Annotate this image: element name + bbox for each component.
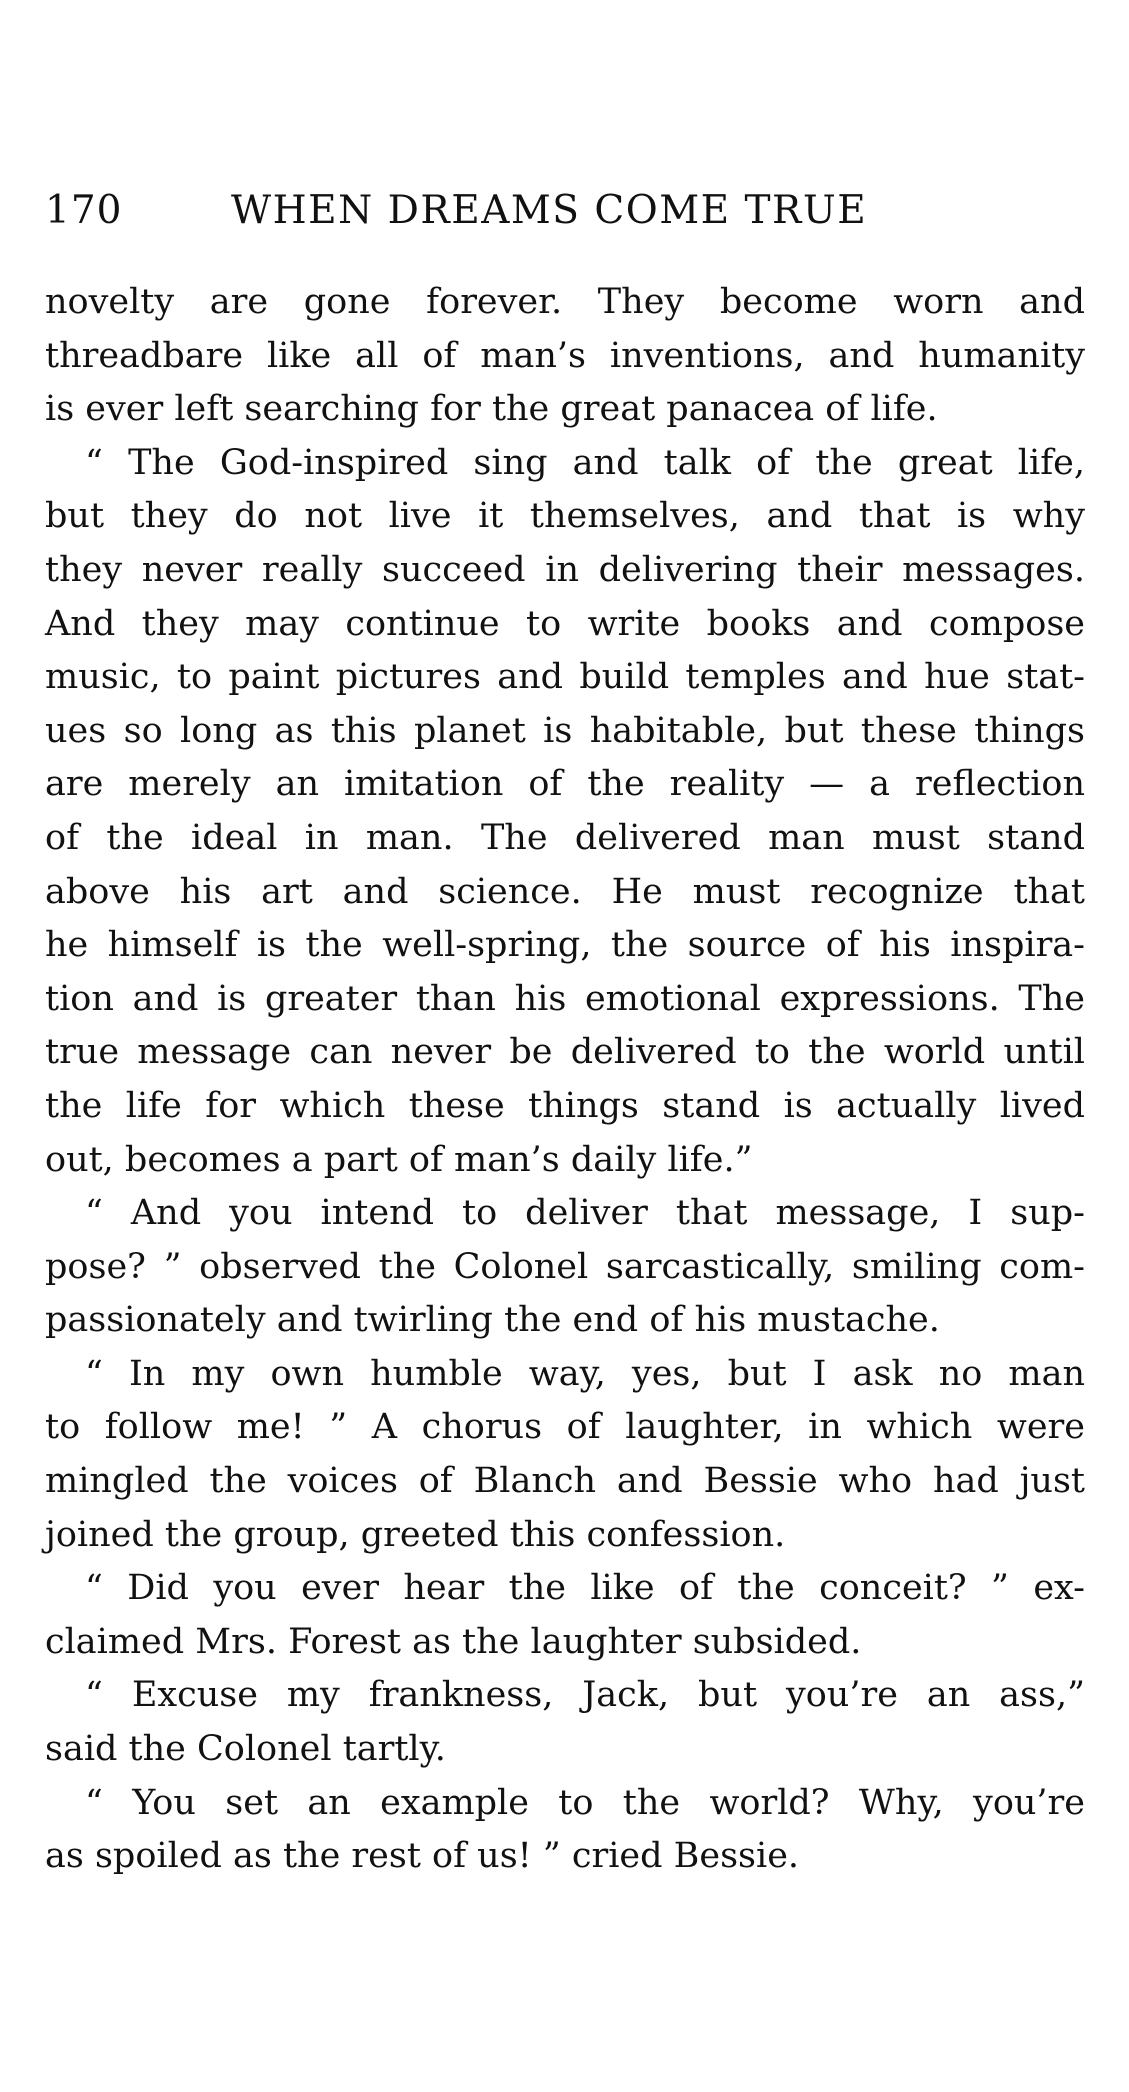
text-line: is ever left searching for the great panacea of life. <box>45 389 938 430</box>
text-line: passionately and twirling the end of his mustache. <box>45 1300 940 1341</box>
text-line: “ In my own humble way, yes, but I ask no man <box>85 1353 1085 1394</box>
text-line: as spoiled as the rest of us! ” cried Bessie. <box>45 1836 800 1877</box>
text-line: they never really succeed in delivering their messages. <box>45 549 1085 590</box>
text-line: “ Excuse my frankness, Jack, but you’re an ass,” <box>85 1675 1085 1716</box>
body-text <box>45 276 1085 1884</box>
page-number: 170 <box>45 188 123 233</box>
text-line: out, becomes a part of man’s daily life.” <box>45 1139 753 1180</box>
text-line: said the Colonel tartly. <box>45 1729 446 1770</box>
text-line: “ You set an example to the world? Why, you’re <box>85 1782 1085 1823</box>
text-line: true message can never be delivered to the world until <box>45 1032 1085 1073</box>
text-line: pose? ” observed the Colonel sarcastically, smiling com- <box>45 1246 1085 1287</box>
text-line: novelty are gone forever. They become worn and <box>45 282 1085 322</box>
text-line: the life for which these things stand is actually lived <box>45 1085 1085 1126</box>
text-line: tion and is greater than his emotional expressions. The <box>45 978 1085 1019</box>
text-line: claimed Mrs. Forest as the laughter subsided. <box>45 1621 862 1662</box>
text-line: but they do not live it themselves, and that is why <box>45 496 1085 537</box>
text-line: are merely an imitation of the reality — a reflection <box>45 764 1085 805</box>
running-head <box>45 186 1085 236</box>
text-line: And they may continue to write books and compose <box>45 603 1085 644</box>
text-line: ues so long as this planet is habitable, but these things <box>45 710 1085 751</box>
text-line: above his art and science. He must recognize that <box>45 871 1085 912</box>
text-line: mingled the voices of Blanch and Bessie who had just <box>45 1461 1085 1502</box>
text-line: music, to paint pictures and build temples and hue stat- <box>45 657 1085 698</box>
running-title: WHEN DREAMS COME TRUE <box>231 188 868 233</box>
text-line: “ The God-inspired sing and talk of the great life, <box>85 442 1085 483</box>
text-line: threadbare like all of man’s inventions, and humanity <box>45 335 1085 376</box>
text-line: to follow me! ” A chorus of laughter, in which were <box>45 1407 1085 1448</box>
text-line: of the ideal in man. The delivered man must stand <box>45 817 1085 858</box>
text-line: he himself is the well-spring, the source of his inspira- <box>45 925 1085 966</box>
text-line: “ Did you ever hear the like of the conceit? ” ex- <box>85 1568 1085 1609</box>
text-line: joined the group, greeted this confession. <box>45 1514 786 1555</box>
text-line: “ And you intend to deliver that message, I sup- <box>85 1193 1085 1234</box>
